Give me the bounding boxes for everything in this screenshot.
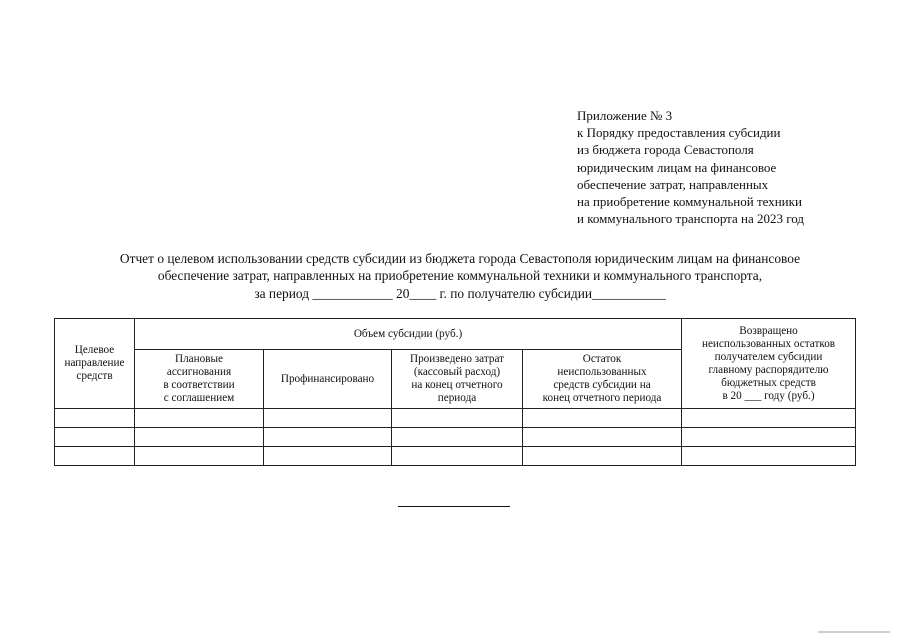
header-returned-line: Возвращено [739, 324, 798, 337]
table-cell[interactable] [682, 409, 856, 428]
report-table [54, 318, 856, 466]
table-cell[interactable] [682, 428, 856, 447]
table-row [55, 409, 856, 428]
appendix-line: из бюджета города Севастополя [577, 142, 754, 158]
header-purpose-line: средств [76, 370, 113, 382]
header-returned-line: в 20 ___ году (руб.) [722, 389, 815, 402]
header-returned-line: получателем субсидии [714, 350, 823, 363]
appendix-line: на приобретение коммунальной техники [577, 194, 802, 210]
table-cell[interactable] [264, 409, 392, 428]
header-planned [135, 350, 264, 409]
table-cell[interactable] [682, 447, 856, 466]
table-cell[interactable] [392, 447, 523, 466]
table-cell[interactable] [392, 428, 523, 447]
report-title-line: Отчет о целевом использовании средств субсидии из бюджета города Севастополя юридическим лицам на финансовое [119, 251, 801, 266]
header-remaining-line: Остаток [582, 353, 622, 365]
header-returned [682, 319, 856, 409]
table-cell[interactable] [55, 409, 135, 428]
table-cell[interactable] [135, 409, 264, 428]
header-returned-line: главному распорядителю [708, 363, 829, 376]
header-remaining-line: конец отчетного периода [542, 392, 662, 404]
appendix-line: юридическим лицам на финансовое [577, 159, 777, 175]
table-cell[interactable] [55, 447, 135, 466]
appendix-line: Приложение № 3 [577, 108, 673, 123]
appendix-block [577, 107, 804, 227]
header-spent [392, 350, 523, 409]
header-financed-line: Профинансировано [280, 372, 375, 385]
scan-artifact [818, 631, 890, 633]
table-header-row [55, 319, 856, 350]
table-cell[interactable] [523, 447, 682, 466]
report-title-line: за период ____________ 20____ г. по получателю субсидии___________ [254, 285, 666, 301]
report-title [40, 250, 880, 302]
header-remaining-line: средств субсидии на [553, 379, 651, 391]
table-cell[interactable] [135, 428, 264, 447]
header-purpose [55, 319, 135, 409]
header-planned-line: Плановые [175, 353, 223, 365]
header-planned-line: ассигнования [166, 366, 232, 378]
header-purpose-line: направление [64, 357, 125, 369]
appendix-line: обеспечение затрат, направленных [577, 176, 769, 192]
table-cell[interactable] [55, 428, 135, 447]
signature-line [398, 506, 510, 507]
appendix-line: и коммунального транспорта на 2023 год [577, 211, 804, 227]
table-row [55, 447, 856, 466]
header-financed [264, 350, 392, 409]
table-cell[interactable] [264, 428, 392, 447]
header-spent-line: на конец отчетного [411, 379, 503, 391]
report-title-line: обеспечение затрат, направленных на приобретение коммунальной техники и коммунального транспорта, [157, 268, 763, 284]
appendix-line: к Порядку предоставления субсидии [577, 125, 781, 141]
table-cell[interactable] [392, 409, 523, 428]
table-cell[interactable] [135, 447, 264, 466]
header-purpose-line: Целевое [74, 344, 115, 356]
header-remaining-line: неиспользованных [557, 366, 647, 378]
table-row [55, 428, 856, 447]
table-cell[interactable] [523, 409, 682, 428]
header-spent-line: Произведено затрат [409, 353, 505, 365]
header-returned-line: неиспользованных остатков [701, 337, 836, 350]
table-cell[interactable] [264, 447, 392, 466]
header-planned-line: с соглашением [163, 392, 235, 404]
header-remaining [523, 350, 682, 409]
table-cell[interactable] [523, 428, 682, 447]
header-returned-line: бюджетных средств [721, 376, 816, 389]
header-planned-line: в соответствии [163, 379, 235, 391]
header-spent-line: (кассовый расход) [413, 366, 501, 378]
header-subsidy-volume: Объем субсидии (руб.) [135, 319, 682, 350]
header-spent-line: периода [437, 392, 477, 404]
